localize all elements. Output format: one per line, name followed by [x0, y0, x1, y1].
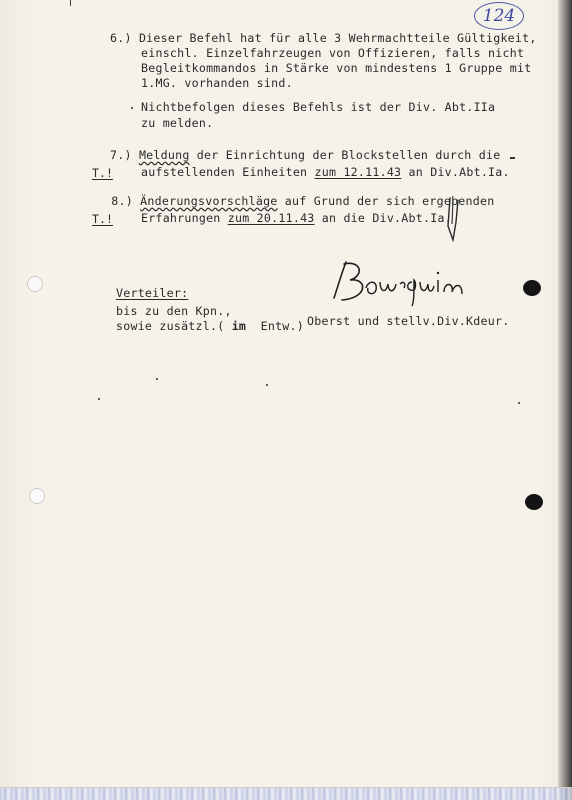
item-7-lead: Meldung: [138, 148, 190, 162]
item-7-line-1: 7.) Meldung der Einrichtung der Blockstellen durch die: [110, 148, 501, 162]
page-edge-shadow: [558, 0, 572, 800]
item-8-margin-mark: T.!: [92, 212, 113, 226]
item-8-line-2: Erfahrungen zum 20.11.43 an die Div.Abt.Ia.: [141, 211, 452, 225]
item-6-line-3: Begleitkommandos in Stärke von mindestens 1 Gruppe mit: [141, 61, 532, 75]
punch-hole-bottom: [29, 488, 45, 504]
item-8-date: zum 20.11.43: [227, 211, 315, 225]
item-6-followup-2: zu melden.: [141, 116, 214, 130]
punch-hole-top: [27, 276, 43, 292]
folio-number: 124: [474, 2, 524, 30]
item-6-line-1: 6.) Dieser Befehl hat für alle 3 Wehrmachtteile Gültigkeit,: [110, 31, 537, 45]
item-6-line-2: einschl. Einzelfahrzeugen von Offizieren, falls nicht: [141, 46, 525, 60]
ink-blot-bottom: [525, 494, 543, 510]
signature-title: Oberst und stellv.Div.Kdeur.: [307, 314, 510, 328]
ink-blot-top: [523, 280, 541, 296]
item-8-line-1: 8.) Änderungsvorschläge auf Grund der sich ergebenden: [111, 194, 495, 208]
speck: [156, 378, 158, 380]
handwritten-signature: [328, 258, 468, 308]
speck: [131, 107, 133, 109]
speck: [518, 402, 520, 404]
distribution-line-1: bis zu den Kpn.,: [116, 304, 232, 318]
item-7-margin-mark: T.!: [92, 166, 113, 180]
item-6-line-4: 1.MG. vorhanden sind.: [141, 76, 293, 90]
item-6-followup-1: Nichtbefolgen dieses Befehls ist der Div. Abt.IIa: [141, 100, 496, 114]
approval-tick-mark: [444, 196, 462, 242]
edge-tick: [70, 0, 71, 6]
item-7-date: zum 12.11.43: [314, 165, 402, 179]
speck: [510, 157, 515, 159]
speck: [266, 384, 268, 386]
distribution-heading: Verteiler:: [116, 286, 189, 300]
distribution-line-2: sowie zusätzl.( im Entw.): [116, 319, 304, 333]
item-8-lead: Änderungsvorschläge: [140, 194, 278, 208]
item-7-line-2: aufstellenden Einheiten zum 12.11.43 an Div.Abt.Ia.: [141, 165, 510, 179]
speck: [98, 398, 100, 400]
scan-color-strip: [0, 788, 572, 800]
